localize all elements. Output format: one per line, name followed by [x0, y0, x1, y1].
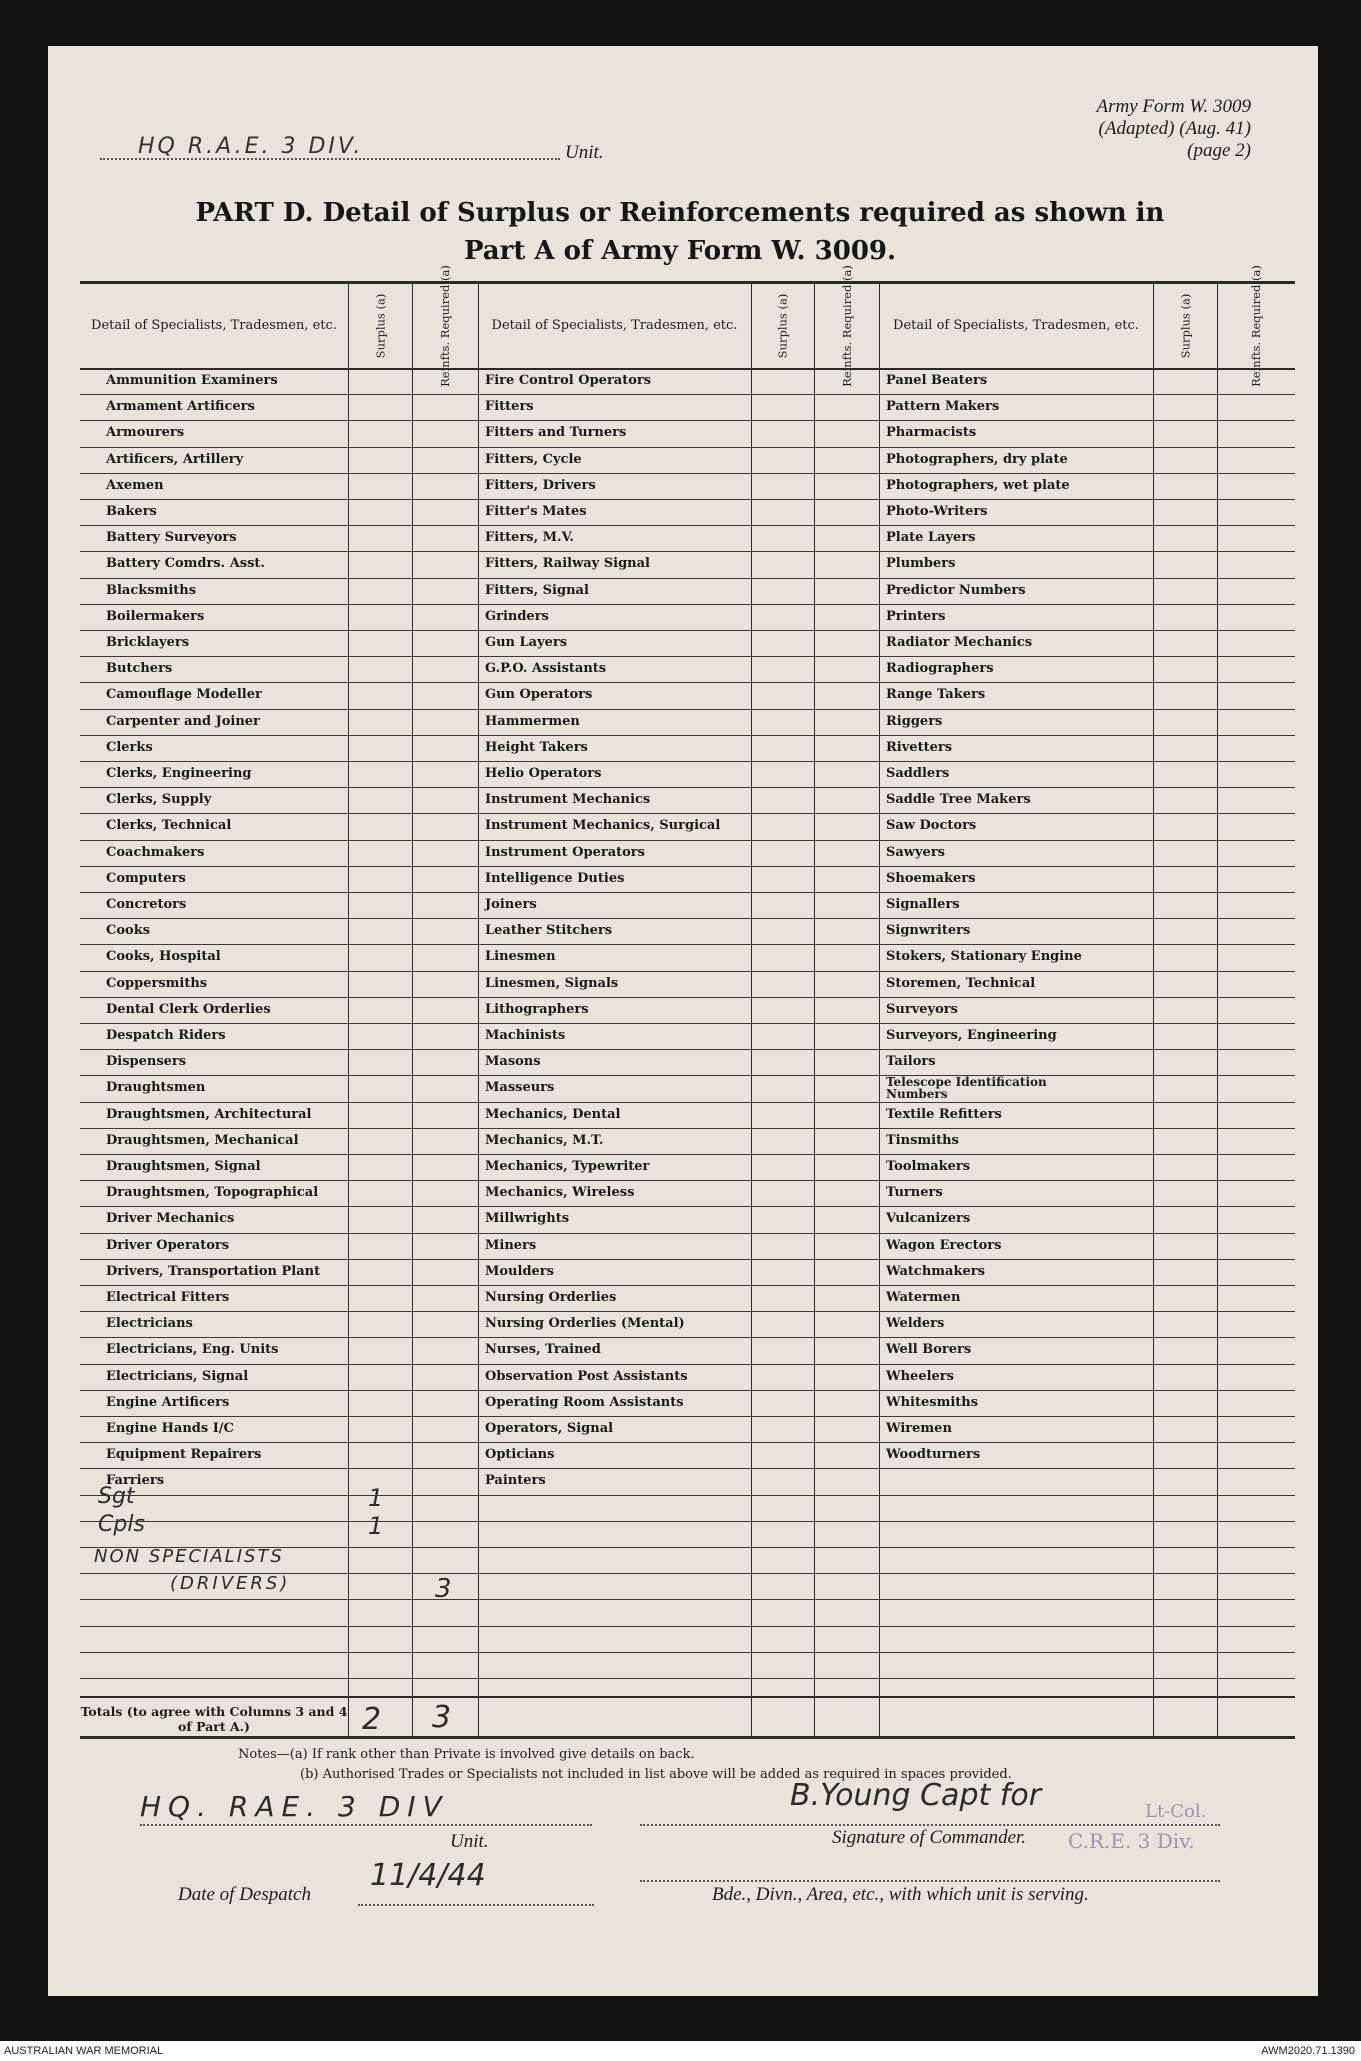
specialist-col3-item: Vulcanizers: [886, 1211, 971, 1227]
specialist-col2-item: Nursing Orderlies: [485, 1290, 617, 1305]
row-divider: [80, 1652, 1295, 1653]
specialist-col3-item: Rivetters: [886, 739, 953, 755]
row-divider: [80, 604, 1295, 605]
specialist-col2-item: Fitters: [485, 399, 534, 415]
header-surplus-1: [348, 284, 412, 368]
specialist-col3-item: Plumbers: [886, 556, 956, 572]
specialist-col1-item: Clerks, Supply: [106, 792, 212, 808]
totals-reinfts: 3: [432, 1700, 452, 1735]
specialist-col1-item: Drivers, Transportation Plant: [106, 1263, 321, 1279]
specialist-col3-item: Photographers, wet plate: [886, 477, 1070, 493]
specialist-col2-item: Fire Control Operators: [485, 373, 652, 388]
row-divider: [80, 1495, 1295, 1496]
note-a: Notes—(a) If rank other than Private is involved give details on back.: [238, 1747, 695, 1762]
row-divider: [80, 1626, 1295, 1627]
row-divider: [80, 944, 1295, 945]
form-reference-line1: Army Form W. 3009: [1096, 96, 1251, 117]
totals-surplus: 2: [362, 1702, 382, 1737]
specialist-col1-item: Dispensers: [106, 1054, 187, 1070]
specialist-col3-item: Printers: [886, 608, 946, 624]
column-divider: [814, 284, 815, 1736]
specialist-col2-item: Fitters, Drivers: [485, 477, 596, 493]
specialist-col2-item: Linesmen: [485, 949, 556, 965]
specialist-col2-item: Mechanics, Dental: [485, 1106, 621, 1122]
row-divider: [80, 971, 1295, 972]
specialist-col1-item: Carpenter and Joiner: [106, 713, 260, 729]
specialist-col3-item: Welders: [886, 1316, 945, 1332]
header-surplus-3: [1153, 284, 1217, 368]
specialist-col1-item: Blacksmiths: [106, 582, 197, 598]
specialist-col2-item: Fitters, Cycle: [485, 451, 582, 467]
unit-dotted-line-bottom: [140, 1824, 592, 1826]
specialist-col3-item: Whitesmiths: [886, 1394, 979, 1410]
specialist-col3-item: Storemen, Technical: [886, 975, 1036, 991]
signature-dotted-line: [640, 1824, 1220, 1826]
specialist-col1-item: Bricklayers: [106, 635, 190, 650]
specialist-col2-item: Height Takers: [485, 739, 588, 755]
specialist-col1-item: Draughtsmen: [106, 1080, 206, 1096]
specialist-col3-item: Radiographers: [886, 661, 994, 677]
row-divider: [80, 1390, 1295, 1391]
specialist-col2-item: Painters: [485, 1473, 546, 1489]
specialist-col3-item: Telescope Identification Numbers: [886, 1075, 1047, 1102]
specialist-col3-item: Riggers: [886, 713, 943, 729]
row-divider: [80, 709, 1295, 710]
specialist-col2-item: Mechanics, Wireless: [485, 1185, 635, 1201]
specialist-col2-item: Gun Operators: [485, 687, 593, 703]
specialist-col1-item: Armourers: [106, 425, 185, 441]
specialist-col1-item: Draughtsmen, Mechanical: [106, 1132, 299, 1148]
specialist-col3-item: Woodturners: [886, 1447, 981, 1463]
row-divider: [80, 682, 1295, 683]
header-reinfts-2: [814, 265, 879, 387]
row-divider: [80, 1416, 1295, 1417]
row-divider: [80, 787, 1295, 788]
specialist-col3-item: Photographers, dry plate: [886, 451, 1068, 467]
title-line1: PART D. Detail of Surplus or Reinforcements required as shown in: [195, 198, 1165, 228]
specialist-col3-item: Range Takers: [886, 687, 986, 703]
specialist-col3-item: Wiremen: [886, 1421, 952, 1436]
specialist-col1-item: Bakers: [106, 504, 157, 519]
specialist-col1-item: Engine Artificers: [106, 1394, 230, 1410]
specialists-table: [80, 265, 1295, 1739]
specialist-col3-item: Surveyors, Engineering: [886, 1028, 1057, 1043]
specialist-col3-item: Photo-Writers: [886, 504, 988, 519]
date-dotted-line: [358, 1904, 594, 1906]
row-divider: [80, 394, 1295, 395]
specialist-col2-item: Instrument Mechanics, Surgical: [485, 818, 721, 834]
specialist-col3-item: Saddlers: [886, 766, 950, 781]
row-divider: [80, 473, 1295, 474]
specialist-col1-item: Battery Comdrs. Asst.: [106, 556, 265, 572]
handwritten-row2-name: Cpls: [98, 1512, 145, 1537]
specialist-col3-item: Pharmacists: [886, 425, 977, 441]
specialist-col1-item: Draughtsmen, Architectural: [106, 1106, 312, 1122]
specialist-col1-item: Concretors: [106, 897, 187, 912]
specialist-col1-item: Camouflage Modeller: [106, 687, 262, 703]
specialist-col1-item: Dental Clerk Orderlies: [106, 1001, 271, 1017]
specialist-col2-item: Fitters, Railway Signal: [485, 556, 650, 572]
specialist-col2-item: Linesmen, Signals: [485, 975, 619, 991]
specialist-col3-item: Wheelers: [886, 1368, 954, 1384]
specialist-col2-item: Masons: [485, 1054, 541, 1070]
specialist-col2-item: Fitters and Turners: [485, 425, 627, 441]
unit-handwritten-bottom: HQ. RAE. 3 DIV: [140, 1790, 449, 1823]
row-divider: [80, 1311, 1295, 1312]
specialist-col1-item: Driver Operators: [106, 1237, 230, 1253]
title-line2: Part A of Army Form W. 3009.: [463, 236, 897, 266]
specialist-col2-item: Millwrights: [485, 1211, 570, 1227]
specialist-col3-item: Plate Layers: [886, 530, 976, 546]
specialist-col2-item: Helio Operators: [485, 766, 602, 781]
row-divider: [80, 735, 1295, 736]
header-surplus-1-text: Surplus (a): [373, 293, 387, 359]
specialist-col2-item: Joiners: [485, 897, 537, 912]
specialist-col1-item: Equipment Repairers: [106, 1447, 262, 1463]
row-divider: [80, 630, 1295, 631]
unit-label-bottom: Unit.: [450, 1831, 489, 1852]
column-divider: [412, 284, 413, 1736]
specialist-col3-item: Sawyers: [886, 844, 945, 860]
handwritten-row4-reinfts: 3: [435, 1574, 452, 1604]
row-divider: [80, 1547, 1295, 1548]
specialist-col3-item: Saddle Tree Makers: [886, 792, 1031, 808]
specialist-col1-item: Draughtsmen, Signal: [106, 1159, 261, 1174]
specialist-col1-item: Computers: [106, 870, 186, 886]
header-surplus-3-text: Surplus (a): [1178, 293, 1192, 359]
specialist-col1-item: Ammunition Examiners: [106, 373, 278, 388]
signature-label: Signature of Commander.: [832, 1827, 1027, 1848]
specialist-col2-item: Gun Layers: [485, 635, 568, 650]
row-divider: [80, 656, 1295, 657]
specialist-col2-item: Operating Room Assistants: [485, 1394, 684, 1410]
footer-accession-number: AWM2020.71.1390: [1261, 2045, 1355, 2057]
column-divider: [1217, 284, 1218, 1736]
specialist-col2-item: Nursing Orderlies (Mental): [485, 1316, 685, 1332]
row-divider: [80, 578, 1295, 579]
header-surplus-2: [751, 284, 814, 368]
specialist-col1-item: Clerks: [106, 739, 153, 755]
row-divider: [80, 840, 1295, 841]
specialist-col2-item: Instrument Mechanics: [485, 792, 651, 808]
row-divider: [80, 499, 1295, 500]
row-divider: [80, 1521, 1295, 1522]
specialist-col1-item: Farriers: [106, 1473, 165, 1489]
handwritten-row1-name: Sgt: [98, 1484, 135, 1509]
form-reference: [1097, 96, 1251, 162]
specialist-col2-item: Grinders: [485, 608, 549, 624]
row-divider: [80, 1154, 1295, 1155]
specialist-col1-item: Artificers, Artillery: [106, 451, 244, 467]
specialist-col2-item: Fitters, M.V.: [485, 530, 574, 546]
row-divider: [80, 1573, 1295, 1574]
handwritten-row3-name: NON SPECIALISTS: [94, 1546, 284, 1567]
specialist-col1-item: Battery Surveyors: [106, 530, 237, 546]
date-handwritten: 11/4/44: [370, 1858, 486, 1893]
specialist-col3-item: Watchmakers: [886, 1263, 985, 1279]
specialist-col1-item: Driver Mechanics: [106, 1211, 235, 1227]
specialist-col1-item: Electricians, Signal: [106, 1368, 249, 1384]
row-divider: [80, 447, 1295, 448]
specialist-col3-item: Surveyors: [886, 1001, 958, 1017]
specialist-col3-item: Pattern Makers: [886, 399, 1000, 415]
specialist-col1-item: Clerks, Technical: [106, 818, 232, 834]
header-reinfts-3: [1217, 265, 1295, 387]
header-detail-1: Detail of Specialists, Tradesmen, etc.: [91, 318, 337, 333]
specialist-col1-item: Axemen: [106, 477, 164, 493]
formation-dotted-line: [640, 1880, 1220, 1882]
unit-handwritten-top: HQ R.A.E. 3 DIV.: [138, 134, 364, 159]
row-divider: [80, 1075, 1295, 1076]
specialist-col2-item: Fitters, Signal: [485, 582, 589, 598]
unit-dotted-line: [100, 158, 560, 160]
form-reference-line2: (Adapted) (Aug. 41): [1098, 118, 1251, 139]
specialist-col1-item: Armament Artificers: [106, 399, 255, 415]
column-divider: [879, 284, 880, 1736]
note-b: (b) Authorised Trades or Specialists not included in list above will be added as required in spaces provided.: [300, 1767, 1012, 1782]
specialist-col3-item: Textile Refitters: [886, 1106, 1002, 1122]
totals-divider: [80, 1696, 1295, 1698]
header-reinfts-1: [412, 265, 478, 387]
signature-handwritten: B.Young Capt for: [790, 1778, 1042, 1813]
specialist-col2-item: Lithographers: [485, 1001, 589, 1017]
row-divider: [80, 918, 1295, 919]
specialist-col3-item: Saw Doctors: [886, 818, 977, 834]
footer-institution: AUSTRALIAN WAR MEMORIAL: [4, 2045, 164, 2057]
handwritten-row4-name: (DRIVERS): [170, 1573, 291, 1594]
header-detail-2: Detail of Specialists, Tradesmen, etc.: [491, 318, 738, 333]
row-divider: [80, 420, 1295, 421]
handwritten-row2-surplus: 1: [368, 1512, 384, 1540]
header-surplus-2-text: Surplus (a): [775, 293, 790, 359]
specialist-col2-item: Mechanics, Typewriter: [485, 1159, 650, 1174]
stamp-unit: C.R.E. 3 Div.: [1068, 1829, 1195, 1853]
specialist-col1-item: Boilermakers: [106, 608, 205, 624]
unit-field-top: [100, 134, 620, 164]
specialist-col2-item: Masseurs: [485, 1080, 555, 1096]
row-divider: [80, 1049, 1295, 1050]
specialist-col2-item: Machinists: [485, 1028, 566, 1043]
specialist-col2-item: Mechanics, M.T.: [485, 1132, 604, 1148]
header-reinfts-2-text: Reinfts. Required (a): [839, 265, 854, 387]
header-detail-3: Detail of Specialists, Tradesmen, etc.: [893, 318, 1139, 333]
row-divider: [80, 1468, 1295, 1469]
column-divider: [348, 284, 349, 1736]
specialist-col3-item: Well Borers: [886, 1342, 972, 1358]
row-divider: [80, 1599, 1295, 1600]
formation-label: Bde., Divn., Area, etc., with which unit is serving.: [712, 1884, 1089, 1905]
unit-label-top: Unit.: [565, 142, 604, 163]
specialist-col1-item: Electricians, Eng. Units: [106, 1342, 279, 1358]
row-divider: [80, 892, 1295, 893]
specialist-col1-item: Butchers: [106, 661, 173, 677]
specialist-col2-item: Fitter's Mates: [485, 504, 587, 519]
specialist-col3-item: Signwriters: [886, 923, 971, 939]
specialist-col1-item: Despatch Riders: [106, 1028, 226, 1043]
page-title: [80, 194, 1280, 270]
handwritten-row1-surplus: 1: [368, 1484, 384, 1512]
row-divider: [80, 866, 1295, 867]
specialist-col2-item: Leather Stitchers: [485, 923, 613, 939]
specialist-col2-item: Nurses, Trained: [485, 1342, 601, 1358]
specialist-col3-item: Watermen: [886, 1290, 961, 1305]
specialist-col2-item: Miners: [485, 1237, 537, 1253]
row-divider: [80, 525, 1295, 526]
row-divider: [80, 1233, 1295, 1234]
specialist-col3-item: Radiator Mechanics: [886, 635, 1033, 650]
specialist-col3-item: Tailors: [886, 1054, 936, 1070]
totals-label: Totals (to agree with Columns 3 and 4 of Part A.): [80, 1704, 348, 1734]
specialist-col1-item: Engine Hands I/C: [106, 1421, 234, 1436]
row-divider: [80, 1285, 1295, 1286]
specialist-col1-item: Cooks, Hospital: [106, 949, 221, 965]
header-reinfts-3-text: Reinfts. Required (a): [1249, 265, 1264, 387]
row-divider: [80, 761, 1295, 762]
specialist-col2-item: Instrument Operators: [485, 844, 645, 860]
specialist-col2-item: Operators, Signal: [485, 1421, 614, 1436]
specialist-col3-item: Tinsmiths: [886, 1132, 959, 1148]
specialist-col3-item: Turners: [886, 1185, 943, 1201]
specialist-col1-item: Coppersmiths: [106, 975, 208, 991]
specialist-col1-item: Electrical Fitters: [106, 1290, 230, 1305]
column-divider: [751, 284, 752, 1736]
specialist-col1-item: Draughtsmen, Topographical: [106, 1185, 319, 1201]
specialist-col1-item: Coachmakers: [106, 844, 205, 860]
specialist-col3-item: Toolmakers: [886, 1159, 971, 1174]
footer: [0, 2041, 1361, 2061]
specialist-col2-item: Hammermen: [485, 713, 580, 729]
specialist-col3-item: Panel Beaters: [886, 373, 988, 388]
specialist-col2-item: Observation Post Assistants: [485, 1368, 688, 1384]
row-divider: [80, 1206, 1295, 1207]
specialist-col3-item: Signallers: [886, 897, 960, 912]
stamp-rank: Lt-Col.: [1145, 1801, 1207, 1822]
specialist-col2-item: Moulders: [485, 1263, 554, 1279]
specialist-col2-item: G.P.O. Assistants: [485, 661, 607, 677]
row-divider: [80, 1678, 1295, 1679]
specialist-col1-item: Cooks: [106, 923, 151, 939]
form-reference-line3: (page 2): [1187, 140, 1251, 161]
column-divider: [1153, 284, 1154, 1736]
specialist-col2-item: Opticians: [485, 1447, 555, 1463]
specialist-col1-item: Electricians: [106, 1316, 193, 1332]
specialist-col3-item: Shoemakers: [886, 870, 976, 886]
specialist-col3-item: Predictor Numbers: [886, 582, 1026, 598]
specialist-col3-item: Stokers, Stationary Engine: [886, 949, 1082, 965]
header-reinfts-1-text: Reinfts. Required (a): [438, 265, 453, 387]
row-divider: [80, 1023, 1295, 1024]
column-divider: [478, 284, 479, 1736]
date-label: Date of Despatch: [178, 1884, 311, 1905]
specialist-col3-item: Wagon Erectors: [886, 1237, 1002, 1253]
specialist-col1-item: Clerks, Engineering: [106, 766, 252, 781]
specialist-col2-item: Intelligence Duties: [485, 870, 625, 886]
row-divider: [80, 1442, 1295, 1443]
